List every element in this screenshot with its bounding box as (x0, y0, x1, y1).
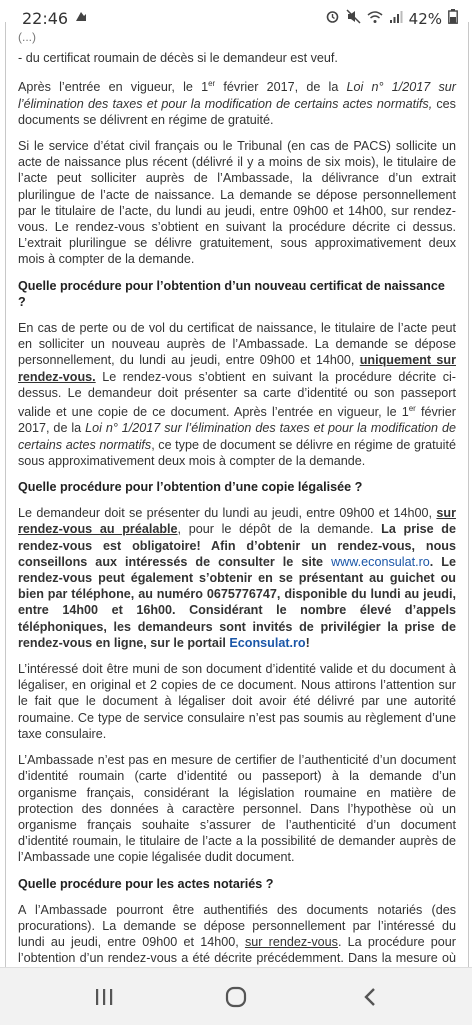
paragraph-plurilingual-extract: Si le service d’état civil français ou le Tribunal (en cas de PACS) sollicite un acte de naissance plus récent (délivré il y a moins de six mois), le titulaire de l’acte peut solliciter auprès de l’Ambassade, la délivrance d’un extrait plurilingue de l’acte de naissance. La demande se dépose personnellement par le titulaire de l’acte, du lundi au jeudi, entre 09h00 et 14h00, sur rendez-vous. Le rendez-vous s’obtient en suivant la procédure décrite ci dessus. L’extrait plurilingue se délivre gratuitement, sous approximativement deux mois à compter de la demande. (18, 139, 456, 267)
heading-legalized-copy: Quelle procédure pour l’obtention d’une copie légalisée ? (18, 480, 363, 495)
heading-new-birth-certificate: Quelle procédure pour l’obtention d’un nouveau certificat de naissance ? (18, 278, 445, 309)
truncated-line: (...) (18, 30, 36, 44)
appointment-link[interactable]: sur rendez-vous au préalable (18, 506, 456, 537)
heading-notarial-acts: Quelle procédure pour les actes notariés ? (18, 876, 274, 891)
home-button[interactable] (216, 982, 256, 1012)
paragraph-legalized-copy: Le demandeur doit se présenter du lundi au jeudi, entre 09h00 et 14h00, sur rendez-vous au préalable, pour le dépôt de la demande. La prise de rendez-vous est obligatoire! Afin d’obtenir un rendez-vous, nous conseillons aux intéressés de consulter le site www.econsulat.ro. Le rendez-vous peut également s’obtenir en se présentant au guichet ou bien par téléphone, au numéro 0675776747, disponible du lundi au jeudi, entre 14h00 et 16h00. Considérant le nombre élevé d’appels téléphoniques, les demandeurs sont invités de privilégier la prise de rendez-vous en ligne, sur le portail Econsulat.ro! (18, 506, 457, 650)
back-button[interactable] (350, 982, 390, 1012)
battery-level: 42% (408, 9, 442, 28)
page-content[interactable] (0, 30, 472, 967)
paragraph-notarial-acts: A l’Ambassade pourront être authentifiés des documents notariés (des procurations). La demande se dépose personnellement par l’intéressé du lundi au jeudi, entre 09h00 et 14h00, sur rendez-vous. La procédure pour l’obtention d’un rendez-vous a été décrite précédemment. Dans la mesure où (18, 902, 457, 966)
paragraph-law-gratuity: Après l’entrée en vigueur, le 1er février 2017, de la Loi n° 1/2017 sur l’élimination des taxes et pour la modification de certains actes normatifs, ces documents se délivrent en régime de gratuité. (18, 79, 456, 127)
paragraph-authenticity: L’Ambassade n’est pas en mesure de certifier de l’authenticité d’un document d’identité roumain (carte d’identité ou passeport) à la demande d’un organisme français, considérant la législation roumaine en matière de protection des données à caractère personnel. Dans l’hypothèse où un organisme français souhaite s’assurer de l’authenticité d’un document d’identité roumain, le titulaire de l’acte a la possibilité de demander auprès de l’Ambassade une copie légalisée dudit document. (18, 753, 456, 865)
navigation-bar (0, 967, 472, 1025)
status-time: 22:46 (22, 9, 69, 28)
econsulat-portal-link[interactable]: Econsulat.ro (229, 635, 306, 650)
paragraph-new-birth-certificate: En cas de perte ou de vol du certificat de naissance, le titulaire de l’acte peut en solliciter un nouveau auprès de l’Ambassade. La demande se dépose personnellement, du lundi au jeudi, entre 09h00 et 14h00, uniquement sur rendez-vous. Le rendez-vous s’obtient en suivant la procédure décrite ci-dessus. Le demandeur doit présenter sa carte d’identité ou son passeport valide et une copie de ce document. Après l’entrée en vigueur, le 1er février 2017, de la Loi n° 1/2017 sur l’élimination des taxes et pour la modification de certains actes normatifs, ce type de document se délivre en régime de gratuité sous approximativement deux mois à compter de la demande. (18, 321, 456, 468)
econsulat-link[interactable]: www.econsulat.ro (331, 554, 430, 569)
recent-apps-button[interactable] (84, 982, 124, 1012)
paragraph-identity-document: L’intéressé doit être muni de son document d’identité valide et du document à légaliser, en original et 2 copies de ce document. Nous attirons l’attention sur le fait que le document à légaliser doit avoir été délivré par une autorité roumaine. Ce type de service consulaire n’est pas soumis au règlement d’une taxe consulaire. (18, 662, 456, 741)
paragraph-death-certificate: - du certificat roumain de décès si le demandeur est veuf. (18, 51, 338, 65)
article-frame (5, 22, 469, 1022)
